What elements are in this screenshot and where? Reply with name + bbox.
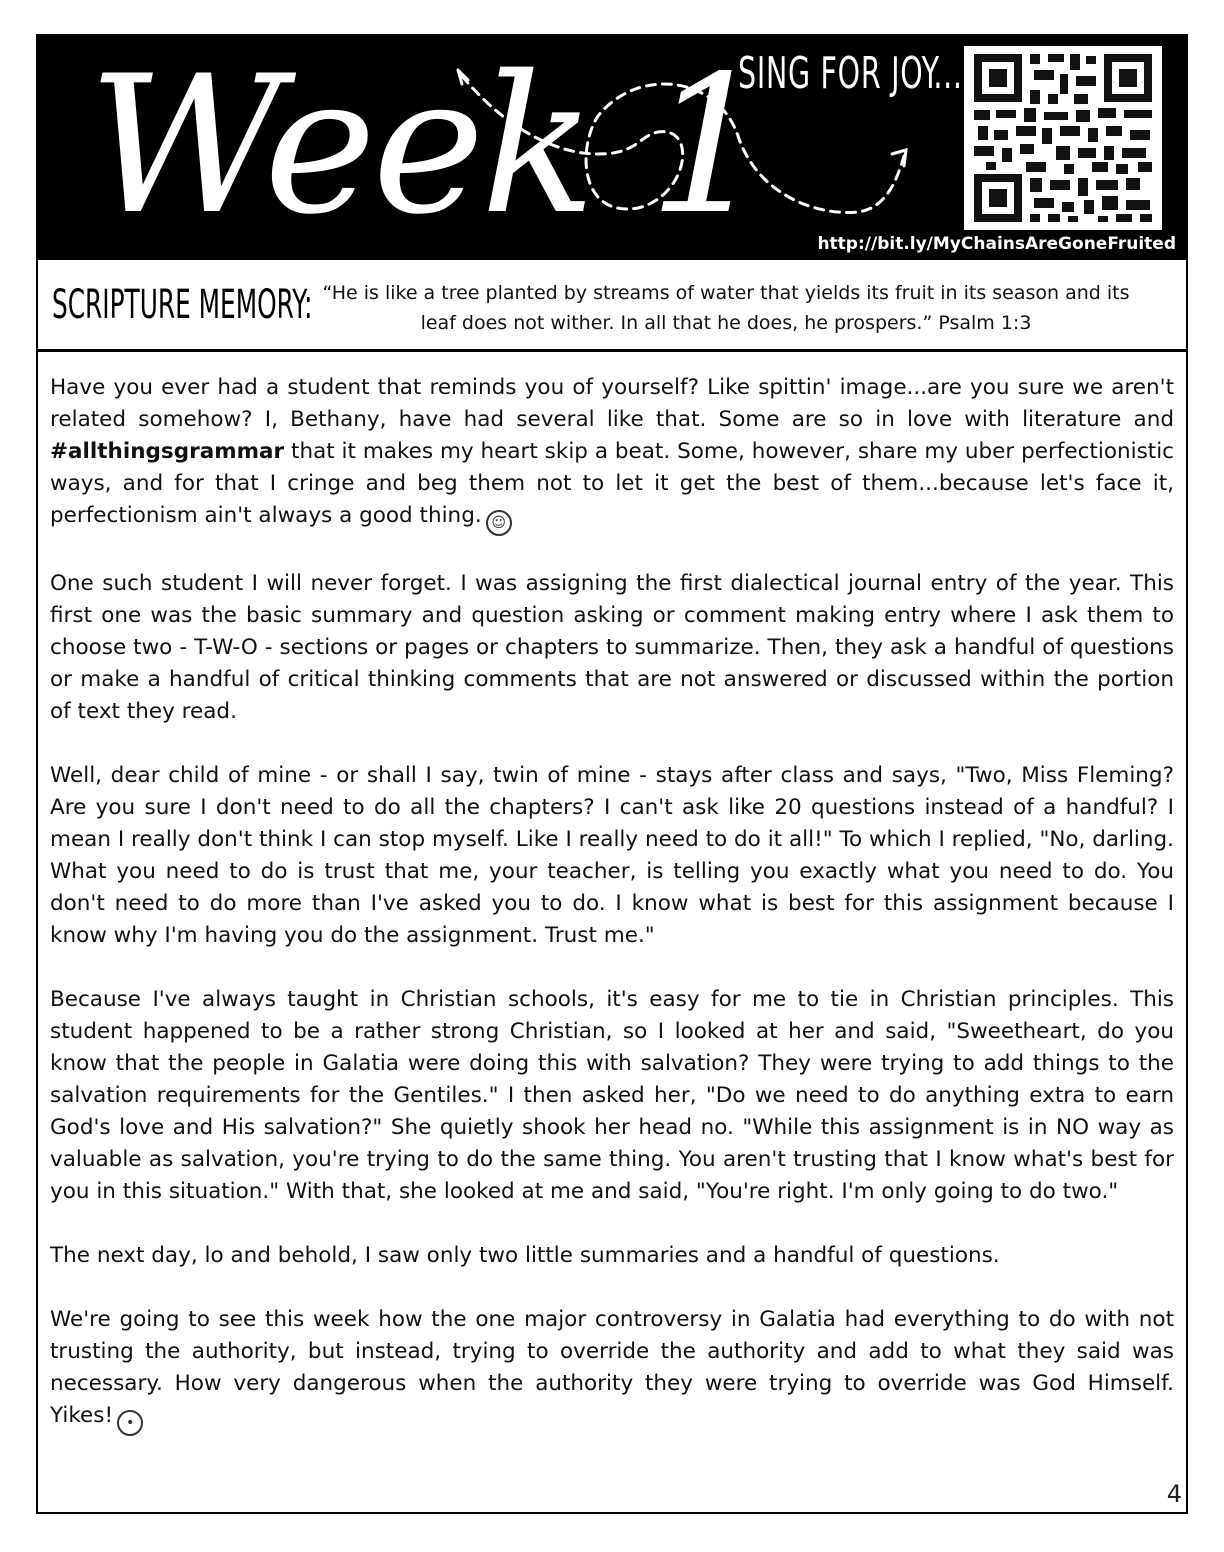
week-title: Week 1: [88, 35, 766, 256]
devotional-body: [50, 372, 1174, 1436]
paragraph-6: [50, 1304, 1174, 1436]
surprised-face-icon: •: [117, 1410, 143, 1436]
paragraph-1-text-start: Have you ever had a student that reminds you of yourself? Like spittin' image...are you sure we aren't related somehow? I, Bethany, have had several like that. Some are so in love with literature and: [50, 375, 1174, 432]
paragraph-1-text-end: that it makes my heart skip a beat. Some, however, share my uber perfectionistic ways, and for that I cringe and beg them not to let it get the best of them...because let's face it, perfectionism ain't always a good thing.: [50, 439, 1174, 528]
scripture-verse-line-2: leaf does not wither. In all that he does, he prospers.” Psalm 1:3: [420, 312, 1032, 334]
qr-link-text[interactable]: http://bit.ly/MyChainsAreGoneFruited: [817, 234, 1176, 254]
paragraph-3: Well, dear child of mine - or shall I say, twin of mine - stays after class and says, "Two, Miss Fleming? Are you sure I don't need to do all the chapters? I can't ask like 20 questions instead of a handful? I mean I really don't think I can stop myself. Like I really need to do it all!" To which I replied, "No, darling. What you need to do is trust that me, your teacher, is telling you exactly what you need to do. You don't need to do more than I've asked you to do. I know what is best for this assignment because I know why I'm having you do the assignment. Trust me.": [50, 763, 1174, 948]
header-band: [38, 36, 1186, 260]
paragraph-5: The next day, lo and behold, I saw only two little summaries and a handful of questions.: [50, 1243, 1000, 1268]
paragraph-2: One such student I will never forget. I was assigning the first dialectical journal entry of the year. This first one was the basic summary and question asking or comment making entry where I ask them to choose two - T-W-O - sections or pages or chapters to summarize. Then, they ask a handful of questions or make a handful of critical thinking comments that are not answered or discussed within the portion of text they read.: [50, 571, 1174, 724]
scripture-verse-line-1: “He is like a tree planted by streams of water that yields its fruit in its season and its: [322, 282, 1130, 304]
scripture-verse: [296, 278, 1156, 338]
qr-code-icon[interactable]: [964, 46, 1162, 230]
hashtag-allthingsgrammar: #allthingsgrammar: [50, 439, 285, 464]
winking-face-icon: ☺: [486, 510, 512, 536]
scripture-memory-section: [38, 260, 1186, 352]
paragraph-1: [50, 372, 1174, 536]
scripture-memory-label: SCRIPTURE MEMORY:: [52, 282, 313, 328]
paragraph-6-text: We're going to see this week how the one major controversy in Galatia had everything to do with not trusting the authority, but instead, trying to override the authority and add to what they said was necessary. How very dangerous when the authority they were trying to override was God Himself. Yikes!: [50, 1307, 1174, 1428]
paragraph-4: Because I've always taught in Christian schools, it's easy for me to tie in Christian principles. This student happened to be a rather strong Christian, so I looked at her and said, "Sweetheart, do you know that the people in Galatia were doing this with salvation? They were trying to add things to the salvation requirements for the Gentiles." I then asked her, "Do we need to do anything extra to earn God's love and His salvation?" She quietly shook her head no. "While this assignment is in NO way as valuable as salvation, you're trying to do the same thing. You aren't trusting that I know what's best for you in this situation." With that, she looked at me and said, "You're right. I'm only going to do two.": [50, 987, 1174, 1204]
tagline: SING FOR JOY...: [738, 48, 963, 99]
page-number: 4: [1166, 1480, 1182, 1508]
page-frame: [36, 34, 1188, 1514]
